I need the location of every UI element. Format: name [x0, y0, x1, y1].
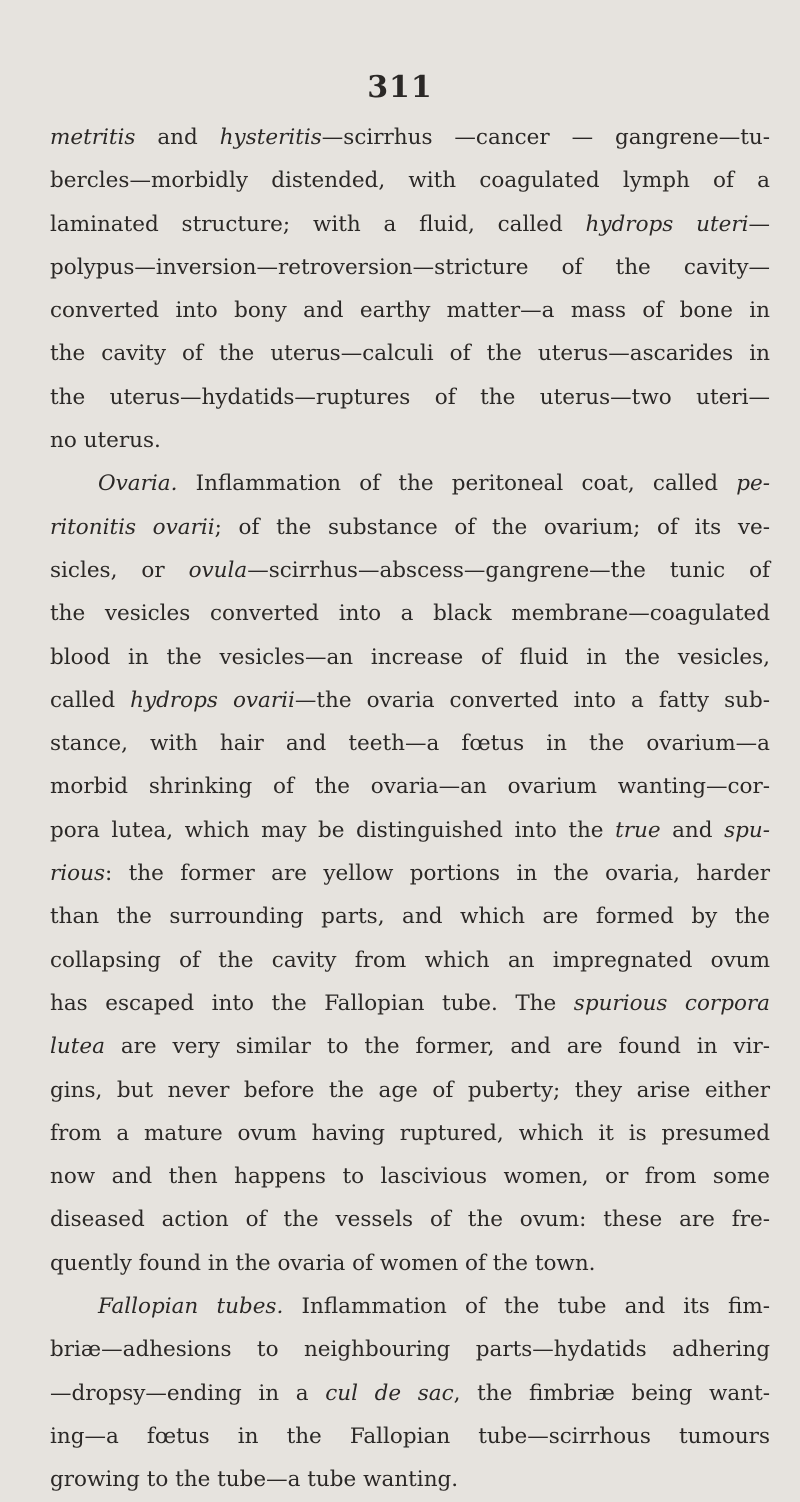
text-line: the vesicles converted into a black membrane—coagulated — [50, 601, 770, 627]
section-heading: Ovaria. — [98, 471, 178, 497]
text-line: now and then happens to lascivious women, or from some — [50, 1164, 770, 1190]
text-line: quently found in the ovaria of women of the town. — [50, 1250, 596, 1276]
text-line: than the surrounding parts, and which are formed by the — [50, 904, 770, 930]
text-line: growing to the tube—a tube wanting. — [50, 1467, 459, 1493]
text-line: ing—a fœtus in the Fallopian tube—scirrhous tumours — [50, 1423, 770, 1449]
text-line: blood in the vesicles—an increase of fluid in the vesicles, — [50, 644, 770, 670]
text-line: no uterus. — [50, 428, 161, 454]
text-line-ovaria-heading: Ovaria. Inflammation of the peritoneal coat, called pe- — [98, 471, 770, 497]
text-line: gins, but never before the age of puberty; they arise either — [50, 1077, 770, 1103]
text-line-fallopian-heading: Fallopian tubes. Inflammation of the tube and its fim- — [98, 1294, 770, 1320]
text-line: converted into bony and earthy matter—a mass of bone in — [50, 298, 770, 324]
text-line: —dropsy—ending in a cul de sac, the fimbriæ being want- — [50, 1380, 771, 1406]
text-line: stance, with hair and teeth—a fœtus in the ovarium—a — [50, 731, 770, 757]
text-line: lutea are very similar to the former, and are found in vir- — [50, 1034, 770, 1060]
text-line: called hydrops ovarii—the ovaria converted into a fatty sub- — [50, 687, 771, 713]
text-line: morbid shrinking of the ovaria—an ovarium wanting—cor- — [50, 774, 770, 800]
text-line: the uterus—hydatids—ruptures of the uterus—two uteri— — [50, 384, 770, 410]
page-number: 311 — [367, 70, 433, 105]
text-line: briæ—adhesions to neighbouring parts—hydatids adhering — [50, 1337, 770, 1363]
text-line: the cavity of the uterus—calculi of the uterus—ascarides in — [50, 341, 770, 367]
text-line: collapsing of the cavity from which an impregnated ovum — [50, 947, 770, 973]
text-line: metritis and hysteritis—scirrhus —cancer — gangrene—tu- — [50, 125, 770, 150]
text-line: sicles, or ovula—scirrhus—abscess—gangrene—the tunic of — [50, 557, 770, 583]
text-line: bercles—morbidly distended, with coagulated lymph of a — [50, 168, 770, 194]
text-line: ritonitis ovarii; of the substance of the ovarium; of its ve- — [50, 514, 770, 540]
text-line: rious: the former are yellow portions in the ovaria, harder — [50, 861, 770, 887]
text-line: has escaped into the Fallopian tube. The spurious corpora — [50, 990, 770, 1016]
text-line: diseased action of the vessels of the ovum: these are fre- — [50, 1207, 770, 1233]
text-line: from a mature ovum having ruptured, which it is presumed — [50, 1120, 770, 1146]
text-line: polypus—inversion—retroversion—stricture of the cavity— — [50, 254, 770, 280]
body-text — [50, 116, 770, 1502]
text-line: laminated structure; with a fluid, called hydrops uteri— — [50, 211, 770, 237]
text-line: pora lutea, which may be distinguished into the true and spu- — [50, 817, 770, 843]
section-heading: Fallopian tubes. — [98, 1294, 284, 1320]
